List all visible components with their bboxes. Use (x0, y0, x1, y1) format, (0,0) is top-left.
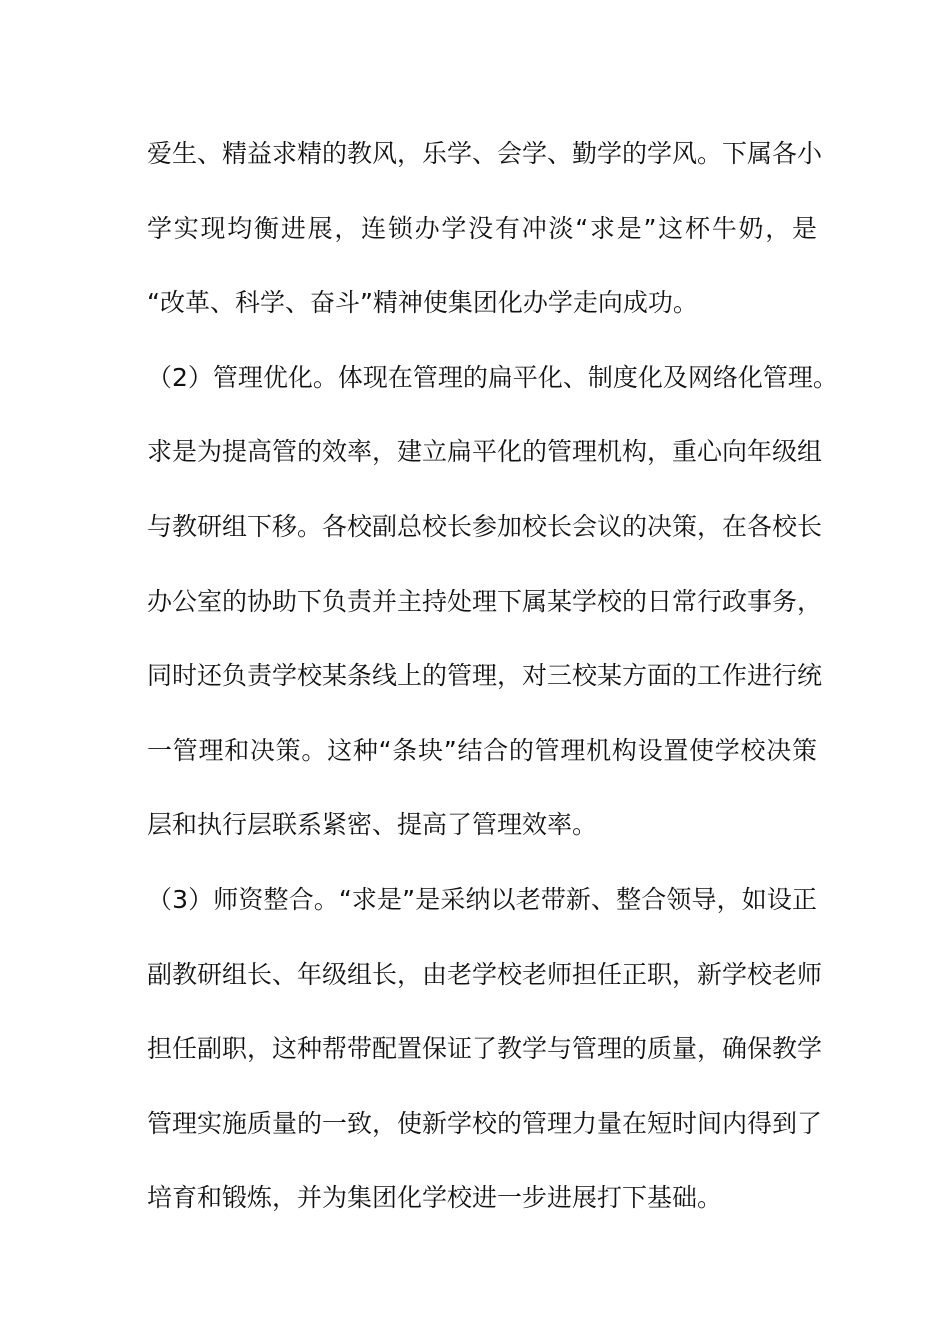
text-line: 副教研组长、年级组长，由老学校老师担任正职，新学校老师 (147, 959, 823, 989)
text-line: 学实现均衡进展，连锁办学没有冲淡“求是”这杯牛奶，是 (147, 213, 817, 243)
text-line: 一管理和决策。这种“条块”结合的管理机构设置使学校决策 (147, 735, 817, 765)
body-text (147, 132, 838, 1251)
text-line: 担任副职，这种帮带配置保证了教学与管理的质量，确保教学 (147, 1034, 823, 1064)
text-line: “改革、科学、奋斗”精神使集团化办学走向成功。 (147, 288, 698, 318)
text-line: （3）师资整合。“求是”是采纳以老带新、整合领导，如设正 (147, 884, 817, 914)
text-line: 与教研组下移。各校副总校长参加校长会议的决策，在各校长 (147, 511, 823, 541)
text-line: 培育和锻炼，并为集团化学校进一步进展打下基础。 (147, 1183, 723, 1213)
text-line: 管理实施质量的一致，使新学校的管理力量在短时间内得到了 (147, 1108, 823, 1138)
text-line: 办公室的协助下负责并主持处理下属某学校的日常行政事务， (147, 586, 823, 616)
text-line: （2）管理优化。体现在管理的扁平化、制度化及网络化管理。 (147, 362, 838, 392)
text-line: 爱生、精益求精的教风，乐学、会学、勤学的学风。下属各小 (147, 139, 823, 168)
text-line: 求是为提高管的效率，建立扁平化的管理机构，重心向年级组 (147, 437, 823, 467)
text-line: 层和执行层联系紧密、提高了管理效率。 (147, 810, 598, 840)
text-line: 同时还负责学校某条线上的管理，对三校某方面的工作进行统 (147, 661, 823, 691)
